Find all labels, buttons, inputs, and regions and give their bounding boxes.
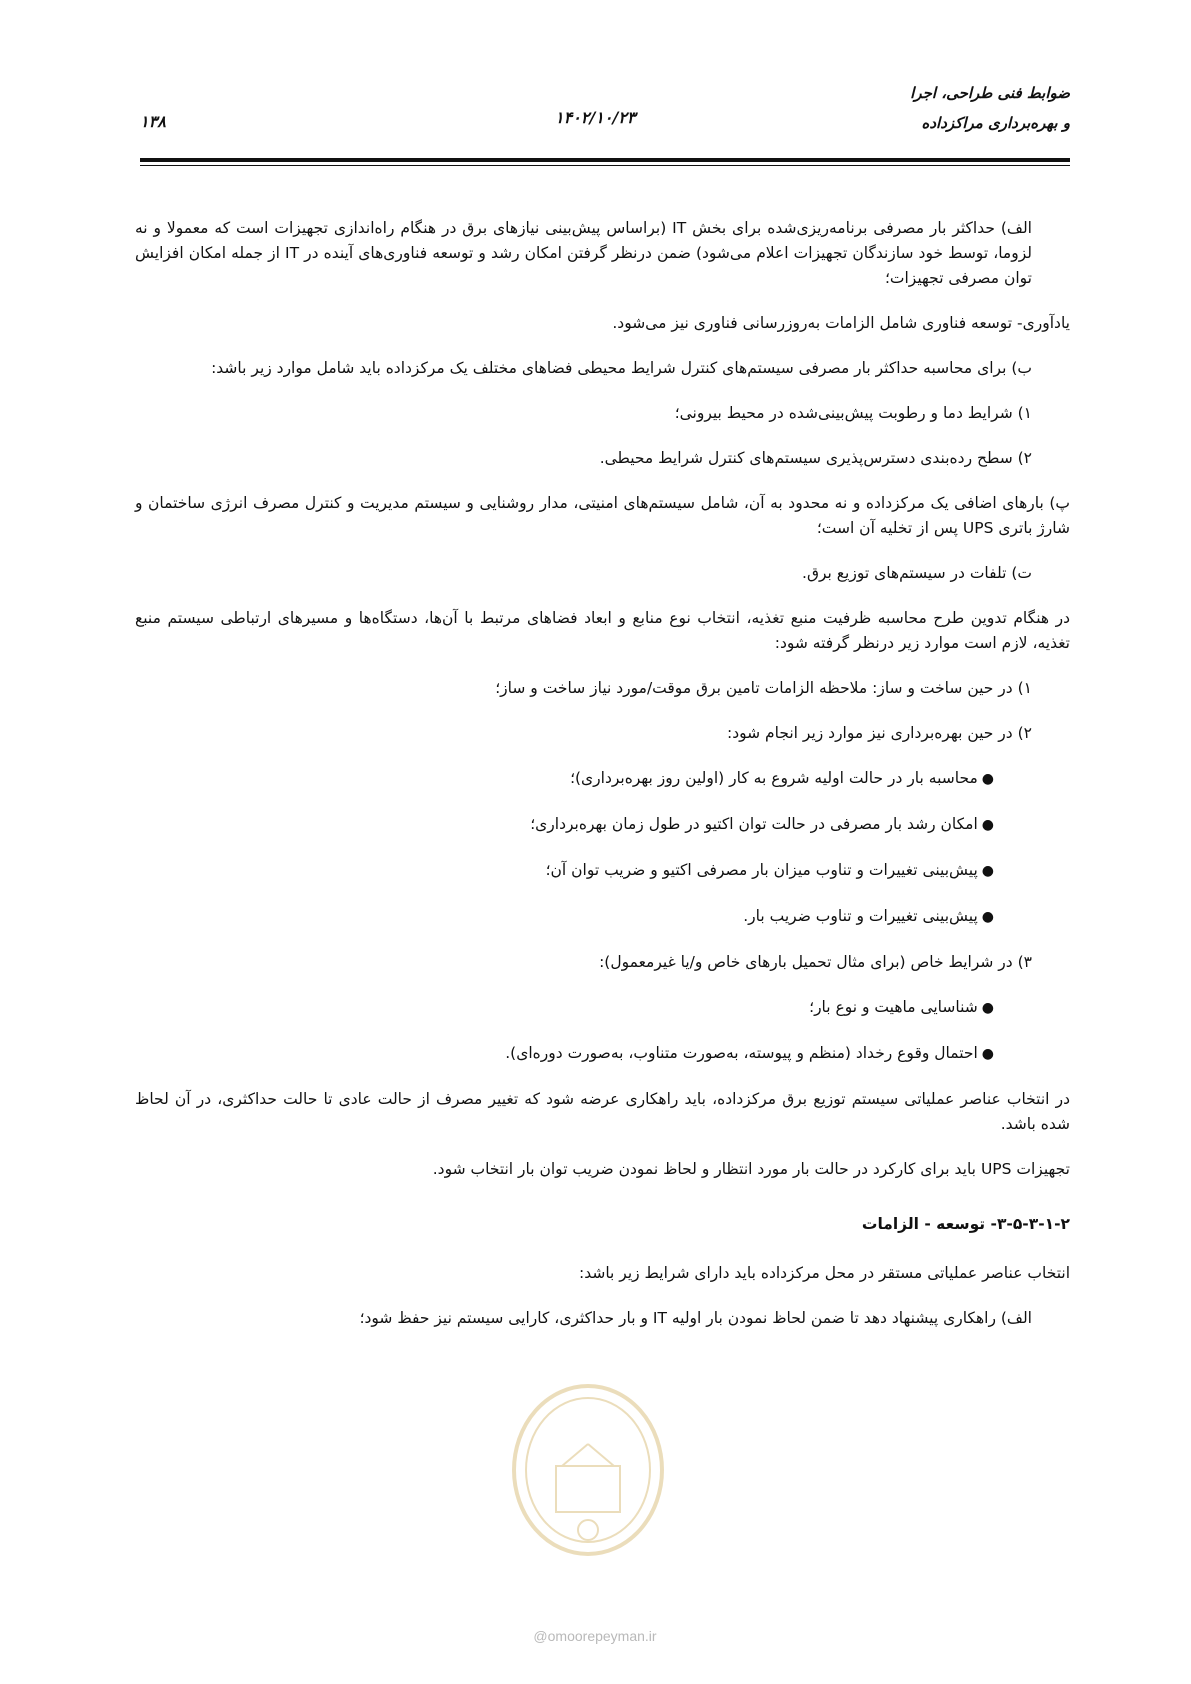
page-header bbox=[140, 78, 1070, 158]
list-item: ۱) در حین ساخت و ساز: ملاحظه الزامات تامین برق موقت/مورد نیاز ساخت و ساز؛ bbox=[495, 679, 1032, 697]
section-heading: ۳-۵-۳-۱-۲- توسعه - الزامات bbox=[861, 1215, 1070, 1233]
paragraph-te: ت) تلفات در سیستم‌های توزیع برق. bbox=[802, 564, 1032, 582]
bullet-text: پیش‌بینی تغییرات و تناوب میزان بار مصرفی اکتیو و ضریب توان آن؛ bbox=[545, 861, 978, 879]
bullet-icon: ● bbox=[981, 771, 994, 787]
bullet-icon: ● bbox=[981, 863, 994, 879]
paragraph-pe: پ) بارهای اضافی یک مرکزداده و نه محدود به آن، شامل سیستم‌های امنیتی، مدار روشنایی و سیستم مدیریت و کنترل مصرف انرژی ساختمان و شارژ باتری UPS پس از تخلیه آن است؛ bbox=[135, 494, 1070, 537]
document-title bbox=[910, 78, 1070, 138]
paragraph-requirement-alef: الف) راهکاری پیشنهاد دهد تا ضمن لحاظ نمودن بار اولیه IT و بار حداکثری، کارایی سیستم نیز حفظ شود؛ bbox=[359, 1309, 1032, 1327]
bullet-item bbox=[135, 766, 1070, 792]
bullet-text: محاسبه بار در حالت اولیه شروع به کار (اولین روز بهره‌برداری)؛ bbox=[570, 769, 978, 787]
document-date: ۱۴۰۲/۱۰/۲۳ bbox=[555, 108, 636, 127]
bullet-item bbox=[135, 812, 1070, 838]
bullet-item bbox=[135, 858, 1070, 884]
header-rule-thin bbox=[140, 165, 1070, 166]
bullet-item bbox=[135, 1041, 1070, 1067]
bullet-icon: ● bbox=[981, 909, 994, 925]
list-item: ۲) سطح رده‌بندی دسترس‌پذیری سیستم‌های کنترل شرایط محیطی. bbox=[599, 449, 1032, 467]
document-title-line-1: ضوابط فنی طراحی، اجرا bbox=[910, 84, 1070, 102]
page-number: ۱۳۸ bbox=[140, 112, 166, 131]
bullet-text: پیش‌بینی تغییرات و تناوب ضریب بار. bbox=[743, 907, 978, 925]
bullet-text: احتمال وقوع رخداد (منظم و پیوسته، به‌صورت متناوب، به‌صورت دوره‌ای). bbox=[505, 1044, 978, 1062]
paragraph-distribution-elements: در انتخاب عناصر عملیاتی سیستم توزیع برق مرکزداده، باید راهکاری عرضه شود که تغییر مصرف از حالت عادی تا حالت حداکثری، در آن لحاظ شده باشد. bbox=[135, 1090, 1070, 1133]
watermark-text: @omoorepeyman.ir bbox=[533, 1628, 657, 1644]
bullet-text: امکان رشد بار مصرفی در حالت توان اکتیو در طول زمان بهره‌برداری؛ bbox=[530, 815, 978, 833]
paragraph-be: ب) برای محاسبه حداکثر بار مصرفی سیستم‌های کنترل شرایط محیطی فضاهای مختلف یک مرکزداده باید شامل موارد زیر باشد: bbox=[211, 359, 1032, 377]
paragraph-ups: تجهیزات UPS باید برای کارکرد در حالت بار مورد انتظار و لحاظ نمودن ضریب توان بار انتخاب شود. bbox=[432, 1160, 1070, 1178]
paragraph-power-supply-design: در هنگام تدوین طرح محاسبه ظرفیت منبع تغذیه، انتخاب نوع منابع و ابعاد فضاهای مرتبط با آن‌ها، دستگاه‌ها و مسیرهای ارتباطی سیستم منبع تغذیه، لازم است موارد زیر درنظر گرفته شود: bbox=[135, 609, 1070, 652]
paragraph-requirements-intro: انتخاب عناصر عملیاتی مستقر در محل مرکزداده باید دارای شرایط زیر باشد: bbox=[578, 1264, 1070, 1282]
document-title-line-2: و بهره‌برداری مراکزداده bbox=[921, 114, 1070, 132]
list-item: ۲) در حین بهره‌برداری نیز موارد زیر انجام شود: bbox=[726, 724, 1032, 742]
bullet-item bbox=[135, 904, 1070, 930]
bullet-icon: ● bbox=[981, 1000, 994, 1016]
bullet-item bbox=[135, 995, 1070, 1021]
watermark-seal-icon bbox=[508, 1380, 668, 1560]
document-body bbox=[135, 216, 1070, 1351]
paragraph-alef: الف) حداکثر بار مصرفی برنامه‌ریزی‌شده برای بخش IT (براساس پیش‌بینی نیازهای برق در هنگام راه‌اندازی تجهیزات است که معمولا و نه لزوما، توسط خود سازندگان تجهیزات اعلام می‌شود) ضمن درنظر گرفتن امکان رشد و توسعه فناوری‌های آینده در IT از جمله امکان افزایش توان مصرفی تجهیزات؛ bbox=[135, 219, 1032, 287]
bullet-text: شناسایی ماهیت و نوع بار؛ bbox=[809, 998, 978, 1016]
header-rule-thick bbox=[140, 158, 1070, 162]
bullet-icon: ● bbox=[981, 817, 994, 833]
bullet-icon: ● bbox=[981, 1046, 994, 1062]
note-paragraph: یادآوری- توسعه فناوری شامل الزامات به‌روزرسانی فناوری نیز می‌شود. bbox=[612, 314, 1070, 332]
list-item: ۱) شرایط دما و رطوبت پیش‌بینی‌شده در محیط بیرونی؛ bbox=[674, 404, 1032, 422]
list-item: ۳) در شرایط خاص (برای مثال تحمیل بارهای خاص و/یا غیرمعمول): bbox=[599, 953, 1032, 971]
